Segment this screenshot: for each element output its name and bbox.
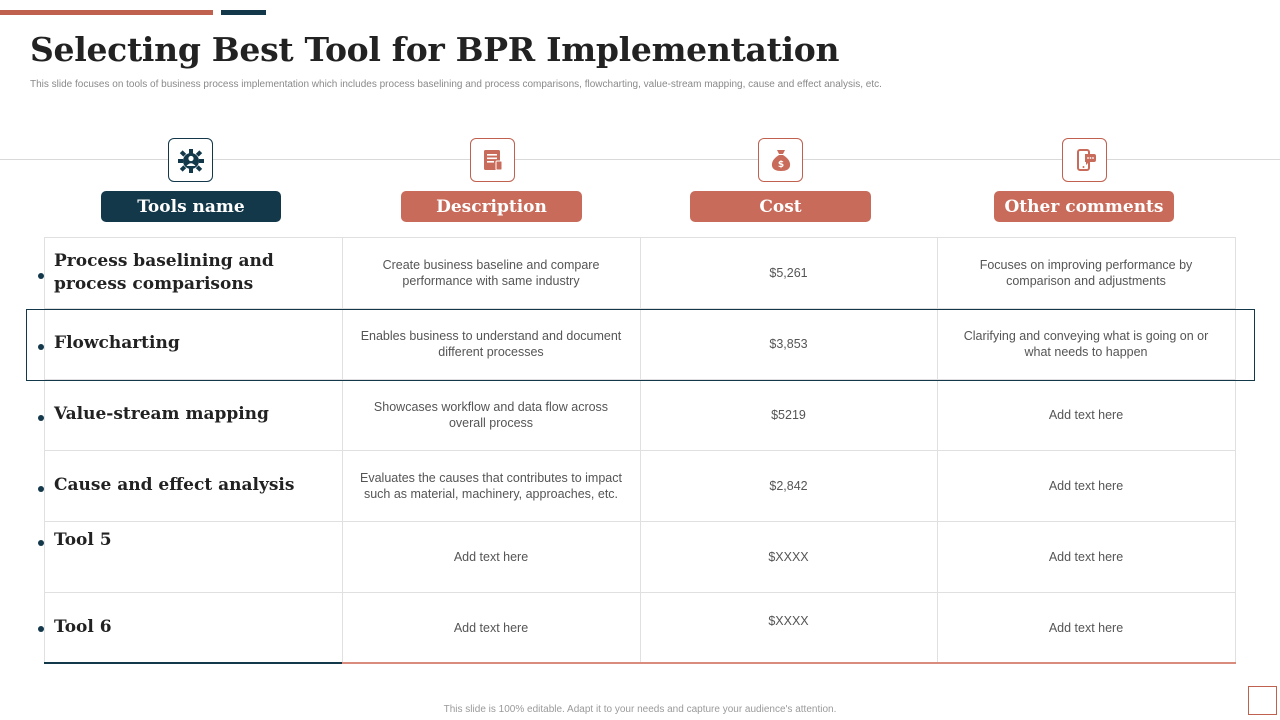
header-other-comments: Other comments [994,191,1174,222]
document-icon [470,138,515,182]
table-row [44,450,342,521]
bullet-dot [38,273,44,279]
table-row [44,521,342,592]
tools-table [44,237,1236,664]
tool-cost: $XXXX [768,614,809,628]
tool-description: Enables business to understand and document different processes [360,329,622,359]
table-row [44,592,342,663]
slide-footer-note: This slide is 100% editable. Adapt it to your needs and capture your audience's attention. [443,704,837,715]
tool-cost: $3,853 [769,336,808,351]
phone-chat-icon [1062,138,1107,182]
tool-comments: Add text here [1048,407,1124,422]
tool-name: Tool 5 [54,530,112,550]
tool-cost: $5,261 [769,265,808,280]
slide-title: Selecting Best Tool for BPR Implementation [30,30,840,69]
bullet-dot [38,415,44,421]
tool-comments: Add text here [1048,620,1124,635]
tool-name: Tool 6 [54,617,112,637]
tool-description: Evaluates the causes that contributes to impact such as material, machinery, approaches, etc. [360,471,622,501]
tool-comments: Add text here [1048,478,1124,493]
bullet-dot [38,486,44,492]
tool-description: Add text here [453,620,529,635]
highlight-row-frame [26,309,1255,381]
tool-name: Value-stream mapping [54,404,269,424]
tool-name: Process baselining and process comparisons [54,250,274,294]
tool-cost: $2,842 [769,478,808,493]
top-accent-bar-navy [221,10,266,15]
tool-name: Flowcharting [54,333,180,353]
bullet-dot [38,626,44,632]
tool-name: Cause and effect analysis [54,475,295,495]
corner-square-decoration [1248,686,1277,715]
bullet-dot [38,540,44,546]
tool-cost: $XXXX [768,549,809,564]
money-bag-icon [758,138,803,182]
tool-comments: Focuses on improving performance by comparison and adjustments [979,258,1193,288]
tool-comments: Add text here [1048,549,1124,564]
svg-text:$: $ [777,160,784,170]
tool-description: Create business baseline and compare performance with same industry [382,258,600,288]
top-accent-bar-red [0,10,213,15]
table-row [44,379,342,450]
tool-description: Showcases workflow and data flow across overall process [373,400,609,430]
slide-subtitle: This slide focuses on tools of business process implementation which includes process baselining and process comparisons, flowcharting, value-stream mapping, cause and effect analysis, etc. [30,79,882,90]
header-description: Description [401,191,582,222]
tool-description: Add text here [453,549,529,564]
header-cost: Cost [690,191,871,222]
table-row [44,237,342,308]
gear-people-icon [168,138,213,182]
tool-cost: $5219 [771,407,806,422]
tool-comments: Clarifying and conveying what is going on or what needs to happen [963,329,1209,359]
header-tools-name: Tools name [101,191,281,222]
